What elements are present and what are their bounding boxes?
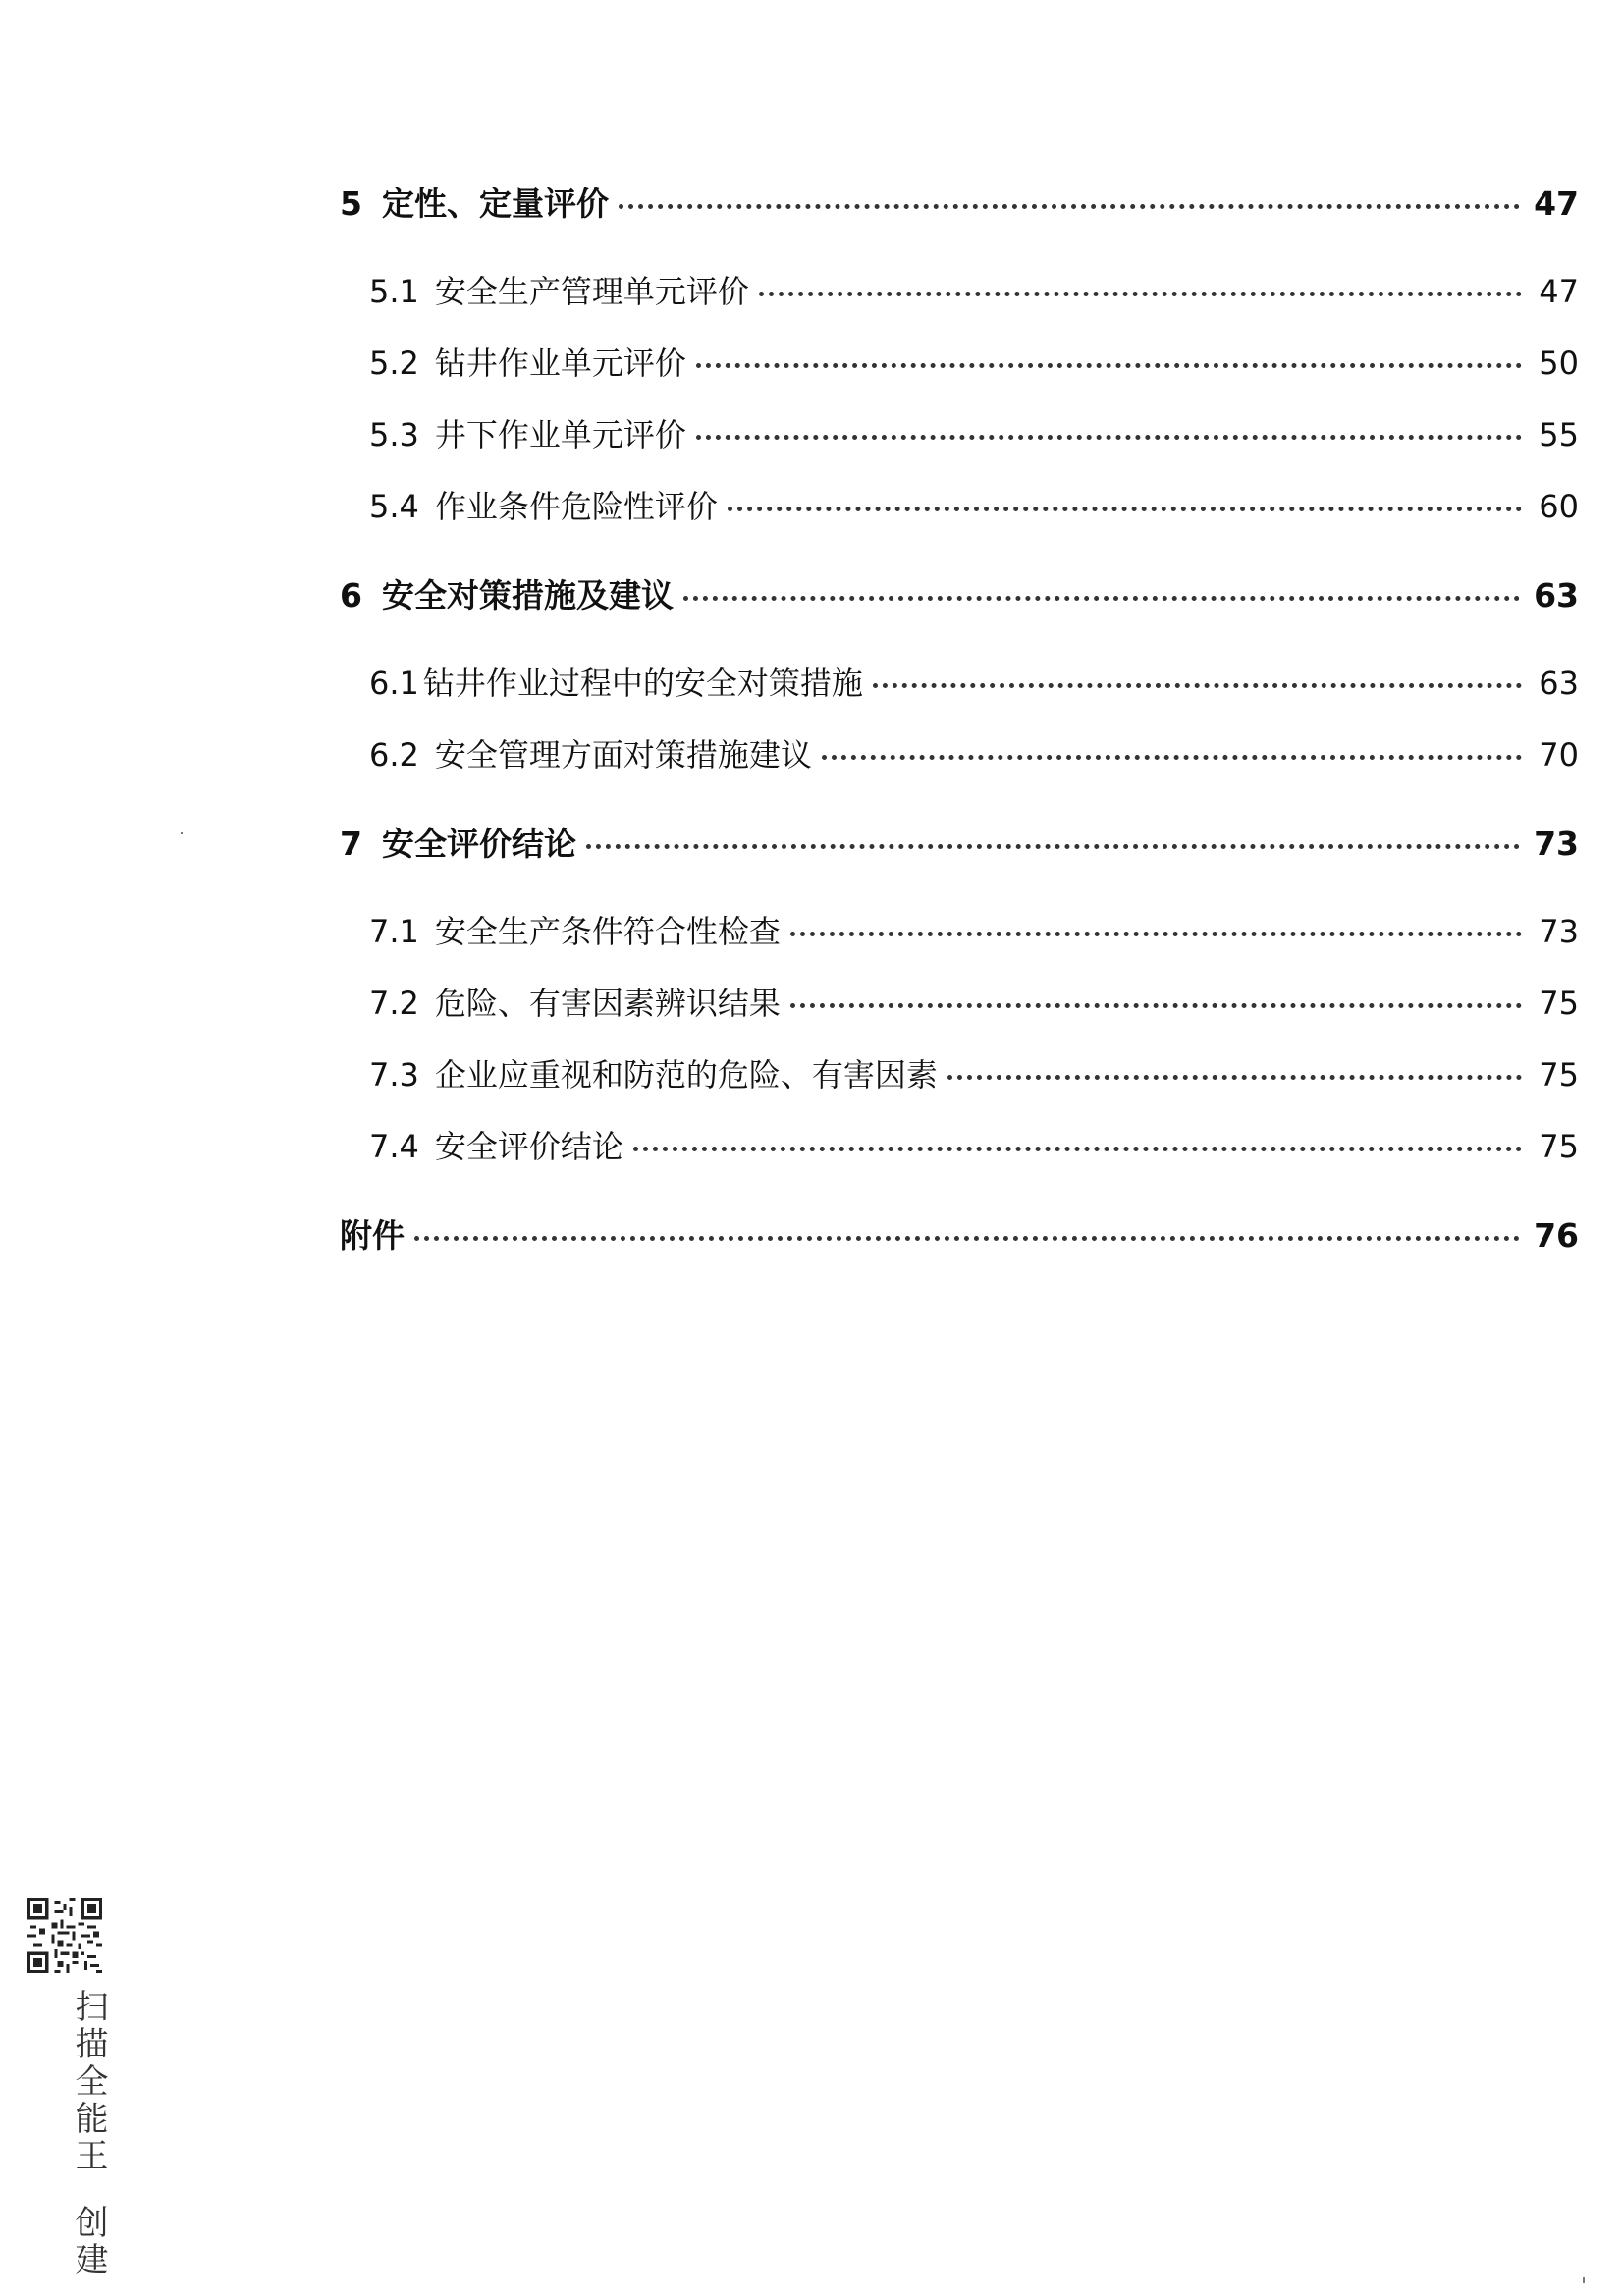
toc-entry-page: 60 (1539, 488, 1579, 525)
toc-entry-7-1[interactable] (369, 907, 1579, 952)
toc-entry-page: 75 (1539, 1128, 1579, 1165)
toc-entry-5-1[interactable] (369, 267, 1579, 312)
toc-dot-leader (696, 363, 1522, 368)
toc-entry-7-2[interactable] (369, 979, 1579, 1024)
qr-code-icon (27, 1898, 102, 1973)
toc-entry-number: 5.4 (369, 488, 419, 525)
toc-entry-title: 安全生产条件符合性检查 (434, 913, 781, 950)
toc-entry-title: 附件 (340, 1216, 405, 1255)
toc-entry-number: 7.4 (369, 1128, 419, 1165)
toc-entry-title: 钻井作业单元评价 (434, 345, 686, 382)
toc-entry-6-1[interactable] (369, 659, 1579, 704)
scan-speck (1583, 2277, 1585, 2283)
toc-entry-5[interactable] (340, 179, 1579, 225)
toc-entry-page: 73 (1534, 825, 1579, 863)
toc-dot-leader (790, 932, 1522, 936)
toc-entry-page: 47 (1534, 185, 1579, 223)
toc-dot-leader (822, 755, 1522, 760)
toc-dot-leader (633, 1147, 1522, 1151)
toc-entry-7-3[interactable] (369, 1050, 1579, 1095)
toc-entry-page: 76 (1534, 1216, 1579, 1255)
watermark-app-name: 扫描全能王 (69, 1989, 108, 2175)
toc-entry-title: 企业应重视和防范的危险、有害因素 (434, 1056, 938, 1094)
toc-entry-number: 5.1 (369, 273, 419, 310)
toc-entry-title: 钻井作业过程中的安全对策措施 (422, 665, 863, 702)
toc-entry-number: 5.3 (369, 416, 419, 454)
toc-entry-number: 6.1 (369, 665, 419, 702)
toc-entry-7-4[interactable] (369, 1122, 1579, 1167)
toc-dot-leader (947, 1075, 1522, 1080)
toc-entry-number: 6.2 (369, 736, 419, 774)
toc-dot-leader (728, 507, 1522, 511)
toc-entry-number: 7 (340, 825, 362, 863)
toc-dot-leader (586, 844, 1520, 849)
toc-entry-number: 6 (340, 576, 362, 614)
toc-entry-title: 危险、有害因素辨识结果 (434, 985, 781, 1022)
toc-dot-leader (873, 683, 1522, 688)
toc-entry-page: 50 (1539, 345, 1579, 382)
watermark-text (65, 1989, 113, 2279)
toc-entry-title: 安全对策措施及建议 (381, 576, 674, 614)
toc-entry-title: 安全管理方面对策措施建议 (434, 736, 812, 774)
toc-entry-page: 75 (1539, 985, 1579, 1022)
toc-entry-7[interactable] (340, 819, 1579, 865)
toc-entry-page: 73 (1539, 913, 1579, 950)
toc-entry-5-3[interactable] (369, 410, 1579, 455)
toc-dot-leader (683, 596, 1520, 601)
toc-entry-number: 5 (340, 185, 362, 223)
toc-entry-title: 井下作业单元评价 (434, 416, 686, 454)
toc-entry-page: 47 (1539, 273, 1579, 310)
toc-dot-leader (759, 292, 1522, 296)
toc-entry-title: 安全生产管理单元评价 (434, 273, 749, 310)
toc-entry-5-2[interactable] (369, 339, 1579, 384)
toc-entry-title: 定性、定量评价 (381, 185, 609, 223)
toc-entry-6[interactable] (340, 570, 1579, 616)
toc-entry-title: 安全评价结论 (381, 825, 576, 863)
watermark-action: 创建 (69, 2205, 108, 2279)
toc-entry-appendix[interactable] (340, 1210, 1579, 1256)
toc-entry-6-2[interactable] (369, 730, 1579, 775)
toc-entry-page: 63 (1534, 576, 1579, 614)
toc-entry-number: 7.2 (369, 985, 419, 1022)
toc-entry-page: 63 (1539, 665, 1579, 702)
scanner-watermark (27, 1898, 108, 2279)
toc-dot-leader (790, 1003, 1522, 1008)
toc-entry-page: 75 (1539, 1056, 1579, 1094)
toc-dot-leader (619, 204, 1520, 209)
scan-speck (181, 832, 183, 834)
toc-dot-leader (696, 435, 1522, 440)
toc-entry-page: 70 (1539, 736, 1579, 774)
toc-dot-leader (414, 1236, 1520, 1241)
toc-entry-number: 7.3 (369, 1056, 419, 1094)
toc-entry-5-4[interactable] (369, 482, 1579, 527)
toc-entry-number: 7.1 (369, 913, 419, 950)
toc-entry-number: 5.2 (369, 345, 419, 382)
toc-entry-page: 55 (1539, 416, 1579, 454)
toc-entry-title: 安全评价结论 (434, 1128, 623, 1165)
toc-entry-title: 作业条件危险性评价 (434, 488, 718, 525)
